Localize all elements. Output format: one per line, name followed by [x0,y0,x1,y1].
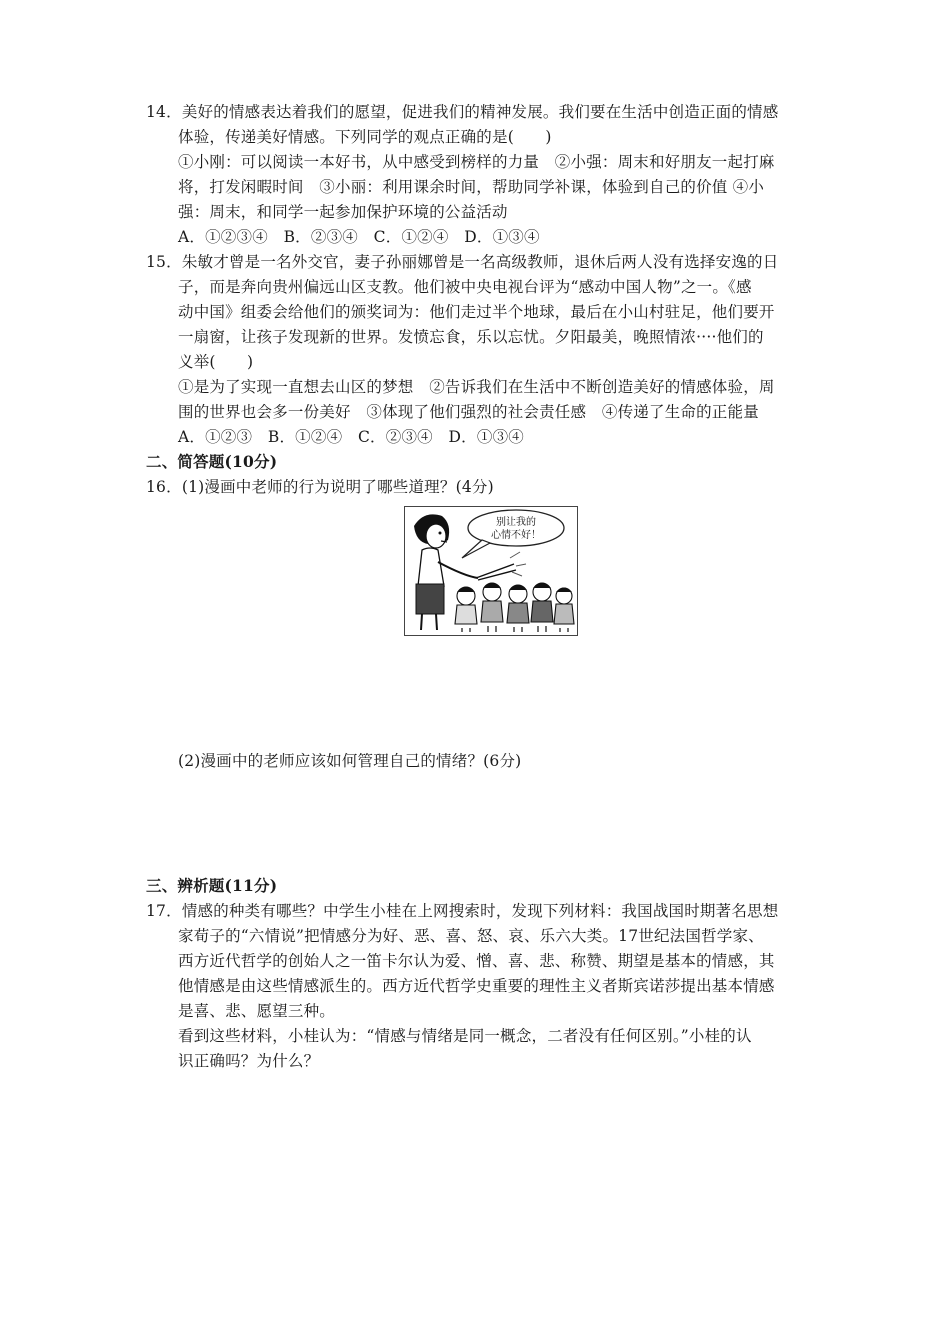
q17-line-1: 17．情感的种类有哪些？中学生小桂在上网搜索时，发现下列材料：我国战国时期著名思想 [146,902,779,920]
q14-line-1: 14．美好的情感表达着我们的愿望，促进我们的精神发展。我们要在生活中创造正面的情感 [146,103,779,121]
q14-line-2: 体验，传递美好情感。下列同学的观点正确的是( ) [178,128,552,146]
q17-line-6: 看到这些材料，小桂认为：“情感与情绪是同一概念，二者没有任何区别。”小桂的认 [178,1027,752,1045]
q17-line-7: 识正确吗？为什么？ [178,1052,320,1070]
q14-line-4: 将，打发闲暇时间 ③小丽：利用课余时间，帮助同学补课，体验到自己的价值 ④小 [178,178,765,196]
q14-line-3: ①小刚：可以阅读一本好书，从中感受到榜样的力量 ②小强：周末和好朋友一起打麻 [178,153,775,171]
q17-line-5: 是喜、悲、愿望三种。 [178,1002,336,1020]
q15-line-6: ①是为了实现一直想去山区的梦想 ②告诉我们在生活中不断创造美好的情感体验，周 [178,378,775,396]
speech-text-2: 心情不好！ [491,530,541,541]
cartoon-illustration [404,506,578,636]
q15-line-3: 动中国》组委会给他们的颁奖词为：他们走过半个地球，最后在小山村驻足，他们要开 [178,303,775,321]
section-heading-analysis: 三、辨析题(11分) [146,876,278,895]
q15-line-5: 义举( ) [178,353,254,371]
q14-options: A．①②③④ B．②③④ C．①②④ D．①③④ [178,228,540,246]
q15-line-7: 围的世界也会多一份美好 ③体现了他们强烈的社会责任感 ④传递了生命的正能量 [178,403,759,421]
q15-line-2: 子，而是奔向贵州偏远山区支教。他们被中央电视台评为“感动中国人物”之一。《感 [178,278,752,296]
q17-line-3: 西方近代哲学的创始人之一笛卡尔认为爱、憎、喜、悲、称赞、期望是基本的情感，其 [178,952,775,970]
q15-options: A．①②③ B．①②④ C．②③④ D．①③④ [178,428,524,446]
q15-line-4: 一扇窗，让孩子发现新的世界。发愤忘食，乐以忘忧。夕阳最美，晚照情浓····他们的 [178,328,764,346]
speech-text-1: 别让我的 [496,517,536,528]
section-heading-short-answer: 二、简答题(10分) [146,452,278,471]
q16-part2: (2)漫画中的老师应该如何管理自己的情绪？(6分) [178,752,522,770]
q16-part1: 16．(1)漫画中老师的行为说明了哪些道理？(4分) [146,478,494,496]
q17-line-2: 家荀子的“六情说”把情感分为好、恶、喜、怒、哀、乐六大类。17世纪法国哲学家、 [178,927,764,945]
q17-line-4: 他情感是由这些情感派生的。西方近代哲学史重要的理性主义者斯宾诺莎提出基本情感 [178,977,775,995]
q14-line-5: 强：周末，和同学一起参加保护环境的公益活动 [178,203,508,221]
q15-line-1: 15．朱敏才曾是一名外交官，妻子孙丽娜曾是一名高级教师，退休后两人没有选择安逸的日 [146,253,779,271]
